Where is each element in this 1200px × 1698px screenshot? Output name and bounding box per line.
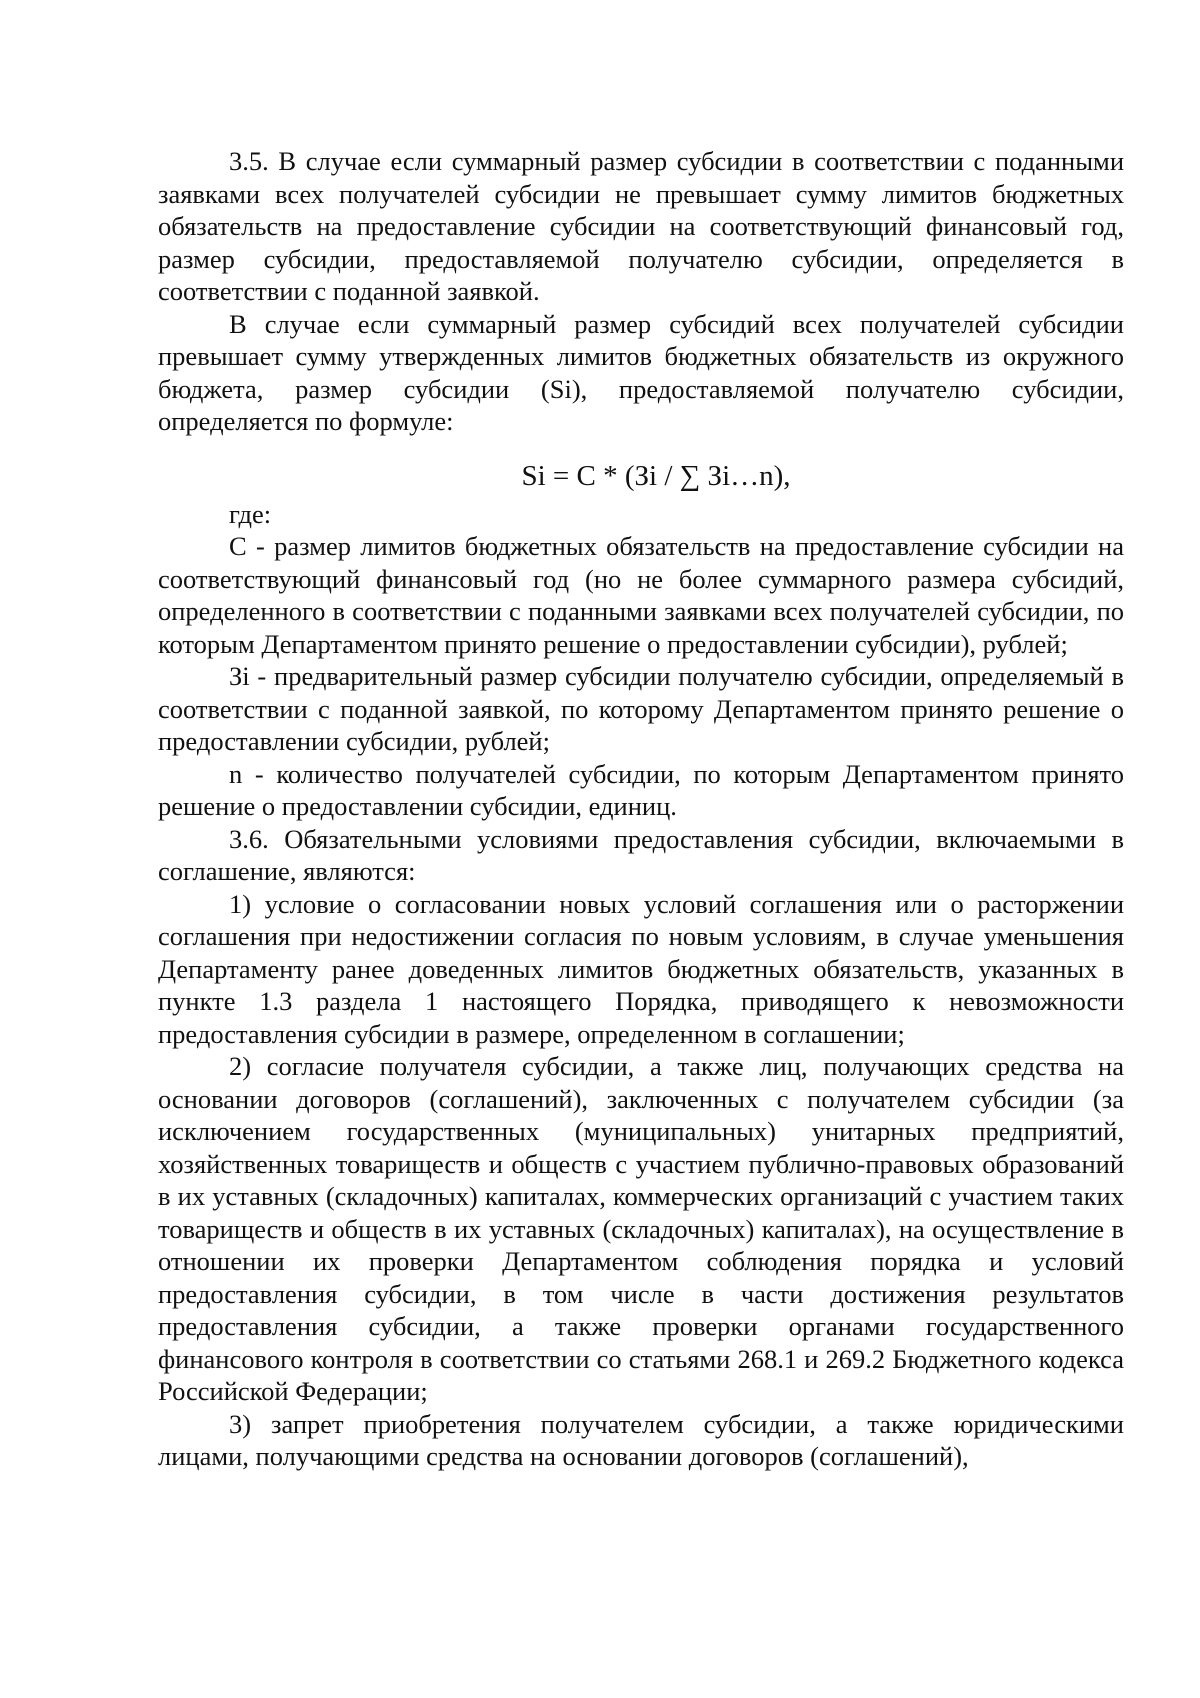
subsidy-formula: Si = C * (Зi / ∑ Зi…n), <box>521 459 791 492</box>
condition-3: 3) запрет приобретения получателем субсидии, а также юридическими лицами, получающими средства на основании договоров (соглашений), <box>158 1408 1124 1471</box>
formula-where-label: где: <box>229 498 272 529</box>
paragraph-3-5: 3.5. В случае если суммарный размер субсидии в соответствии с поданными заявками всех получателей субсидии не превышает сумму лимитов бюджетных обязательств на предоставление субсидии на соответствующий финансовый год, размер субсидии, предоставляемой получателю субсидии, определяется в соответствии с поданной заявкой. <box>158 146 1124 306</box>
document-body <box>158 145 1124 1473</box>
paragraph-excess-case: В случае если суммарный размер субсидий всех получателей субсидии превышает сумму утвержденных лимитов бюджетных обязательств из окружного бюджета, размер субсидии (Si), предоставляемой получателю субсидии, определяется по формуле: <box>158 308 1124 436</box>
definition-n: n - количество получателей субсидии, по которым Департаментом принято решение о предоставлении субсидии, единиц. <box>158 758 1124 821</box>
paragraph-3-6: 3.6. Обязательными условиями предоставления субсидии, включаемыми в соглашение, являются: <box>158 823 1124 886</box>
condition-1: 1) условие о согласовании новых условий соглашения или о расторжении соглашения при недостижении согласия по новым условиям, в случае уменьшения Департаменту ранее доведенных лимитов бюджетных обязательств, указанных в пункте 1.3 раздела 1 настоящего Порядка, приводящего к невозможности предоставления субсидии в размере, определенном в соглашении; <box>158 888 1124 1049</box>
condition-2: 2) согласие получателя субсидии, а также лиц, получающих средства на основании договоров (соглашений), заключенных с получателем субсидии (за исключением государственных (муниципальных) унитарных предприятий, хозяйственных товариществ и обществ с участием публично-правовых образований в их уставных (складочных) капиталах, коммерческих организаций с участием таких товариществ и обществ в их уставных (складочных) капиталах), на осуществление в отношении их проверки Департаментом соблюдения порядка и условий предоставления субсидии, в том числе в части достижения результатов предоставления субсидии, а также проверки органами государственного финансового контроля в соответствии со статьями 268.1 и 269.2 Бюджетного кодекса Российской Федерации; <box>158 1051 1124 1406</box>
definition-c: С - размер лимитов бюджетных обязательств на предоставление субсидии на соответствующий финансовый год (но не более суммарного размера субсидий, определенного в соответствии с поданными заявками всех получателей субсидии, по которым Департаментом принято решение о предоставлении субсидии), рублей; <box>158 531 1124 659</box>
definition-zi: Зi - предварительный размер субсидии получателю субсидии, определяемый в соответствии с поданной заявкой, по которому Департаментом принято решение о предоставлении субсидии, рублей; <box>158 661 1124 756</box>
